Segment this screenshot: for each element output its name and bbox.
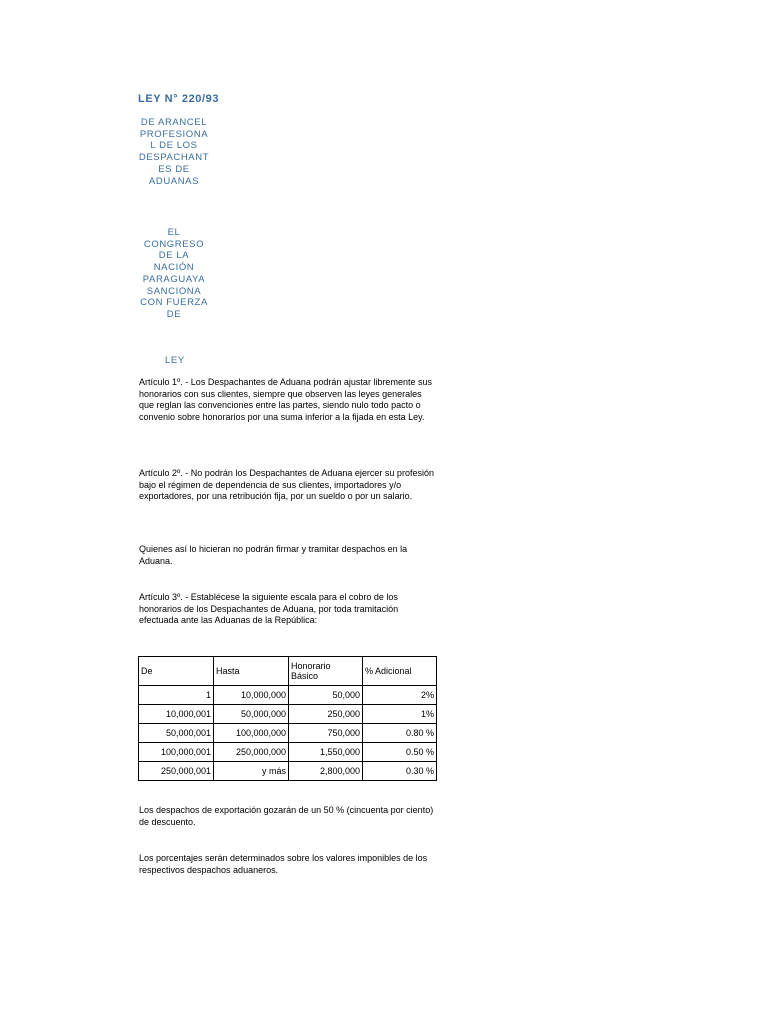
cell-adicional: 2% <box>363 686 437 705</box>
cell-hasta: 10,000,000 <box>214 686 289 705</box>
cell-hasta: 100,000,000 <box>214 724 289 743</box>
cell-honorario: 50,000 <box>289 686 363 705</box>
cell-hasta: 50,000,000 <box>214 705 289 724</box>
header-honorario: Honorario Básico <box>289 657 363 686</box>
table-header-row <box>139 657 437 686</box>
table-row <box>139 686 437 705</box>
cell-honorario: 1,550,000 <box>289 743 363 762</box>
preamble-line: SANCIONA <box>146 285 202 297</box>
percentage-note: Los porcentajes serán determinados sobre los valores imponibles de los respectivos despachos aduaneros. <box>139 853 428 875</box>
article-1: Artículo 1º. - Los Despachantes de Aduana podrán ajustar libremente sus honorarios con sus clientes, siempre que observen las leyes generales que reglan las convenciones entre las partes, siendo nulo todo pacto o convenio sobre honorarios por una suma inferior a la fijada en esta Ley. <box>139 377 432 422</box>
cell-adicional: 1% <box>363 705 437 724</box>
preamble-line: DE LA <box>158 250 190 262</box>
subtitle-line: ADUANAS <box>148 175 200 187</box>
cell-de: 1 <box>139 686 214 705</box>
preamble-line: CON FUERZA <box>140 297 208 309</box>
subtitle-line: ES DE <box>158 163 190 175</box>
ley-label: LEY <box>165 355 185 366</box>
cell-de: 100,000,001 <box>139 743 214 762</box>
preamble-line: CONGRESO <box>143 238 205 250</box>
subtitle-line: L DE LOS <box>150 140 198 152</box>
cell-de: 10,000,001 <box>139 705 214 724</box>
subtitle-line: DESPACHANT <box>138 152 210 164</box>
cell-de: 250,000,001 <box>139 762 214 781</box>
table-row <box>139 705 437 724</box>
table-row <box>139 762 437 781</box>
header-hasta: Hasta <box>214 657 289 686</box>
subtitle-line: PROFESIONA <box>139 128 209 140</box>
fee-scale-table <box>138 656 437 781</box>
cell-hasta: 250,000,000 <box>214 743 289 762</box>
preamble-line: NACIÓN <box>153 262 195 274</box>
preamble-line: DE <box>166 308 182 320</box>
article-2: Artículo 2º. - No podrán los Despachantes de Aduana ejercer su profesión bajo el régimen de dependencia de sus clientes, importadores y/o exportadores, por una retribución fija, por un sueldo o por un salario. <box>139 468 434 501</box>
cell-honorario: 2,800,000 <box>289 762 363 781</box>
table-row <box>139 743 437 762</box>
preamble-line: PARAGUAYA <box>142 273 206 285</box>
header-de: De <box>139 657 214 686</box>
cell-hasta: y más <box>214 762 289 781</box>
subtitle-line: DE ARANCEL <box>140 117 208 128</box>
export-discount-note: Los despachos de exportación gozarán de un 50 % (cincuenta por ciento) de descuento. <box>139 805 434 827</box>
congress-preamble <box>136 227 212 321</box>
cell-adicional: 0.50 % <box>363 743 437 762</box>
table-row <box>139 724 437 743</box>
header-adicional: % Adicional <box>363 657 437 686</box>
cell-honorario: 250,000 <box>289 705 363 724</box>
law-title: LEY N° 220/93 <box>138 93 220 105</box>
cell-de: 50,000,001 <box>139 724 214 743</box>
cell-adicional: 0.30 % <box>363 762 437 781</box>
cell-adicional: 0.80 % <box>363 724 437 743</box>
cell-honorario: 750,000 <box>289 724 363 743</box>
article-2-note: Quienes así lo hicieran no podrán firmar y tramitar despachos en la Aduana. <box>139 544 408 566</box>
article-3: Artículo 3º. - Establécese la siguiente escala para el cobro de los honorarios de los Despachantes de Aduana, por toda tramitación efectuada ante las Aduanas de la República: <box>139 592 399 625</box>
law-subtitle <box>136 117 212 187</box>
preamble-line: EL <box>167 227 181 238</box>
